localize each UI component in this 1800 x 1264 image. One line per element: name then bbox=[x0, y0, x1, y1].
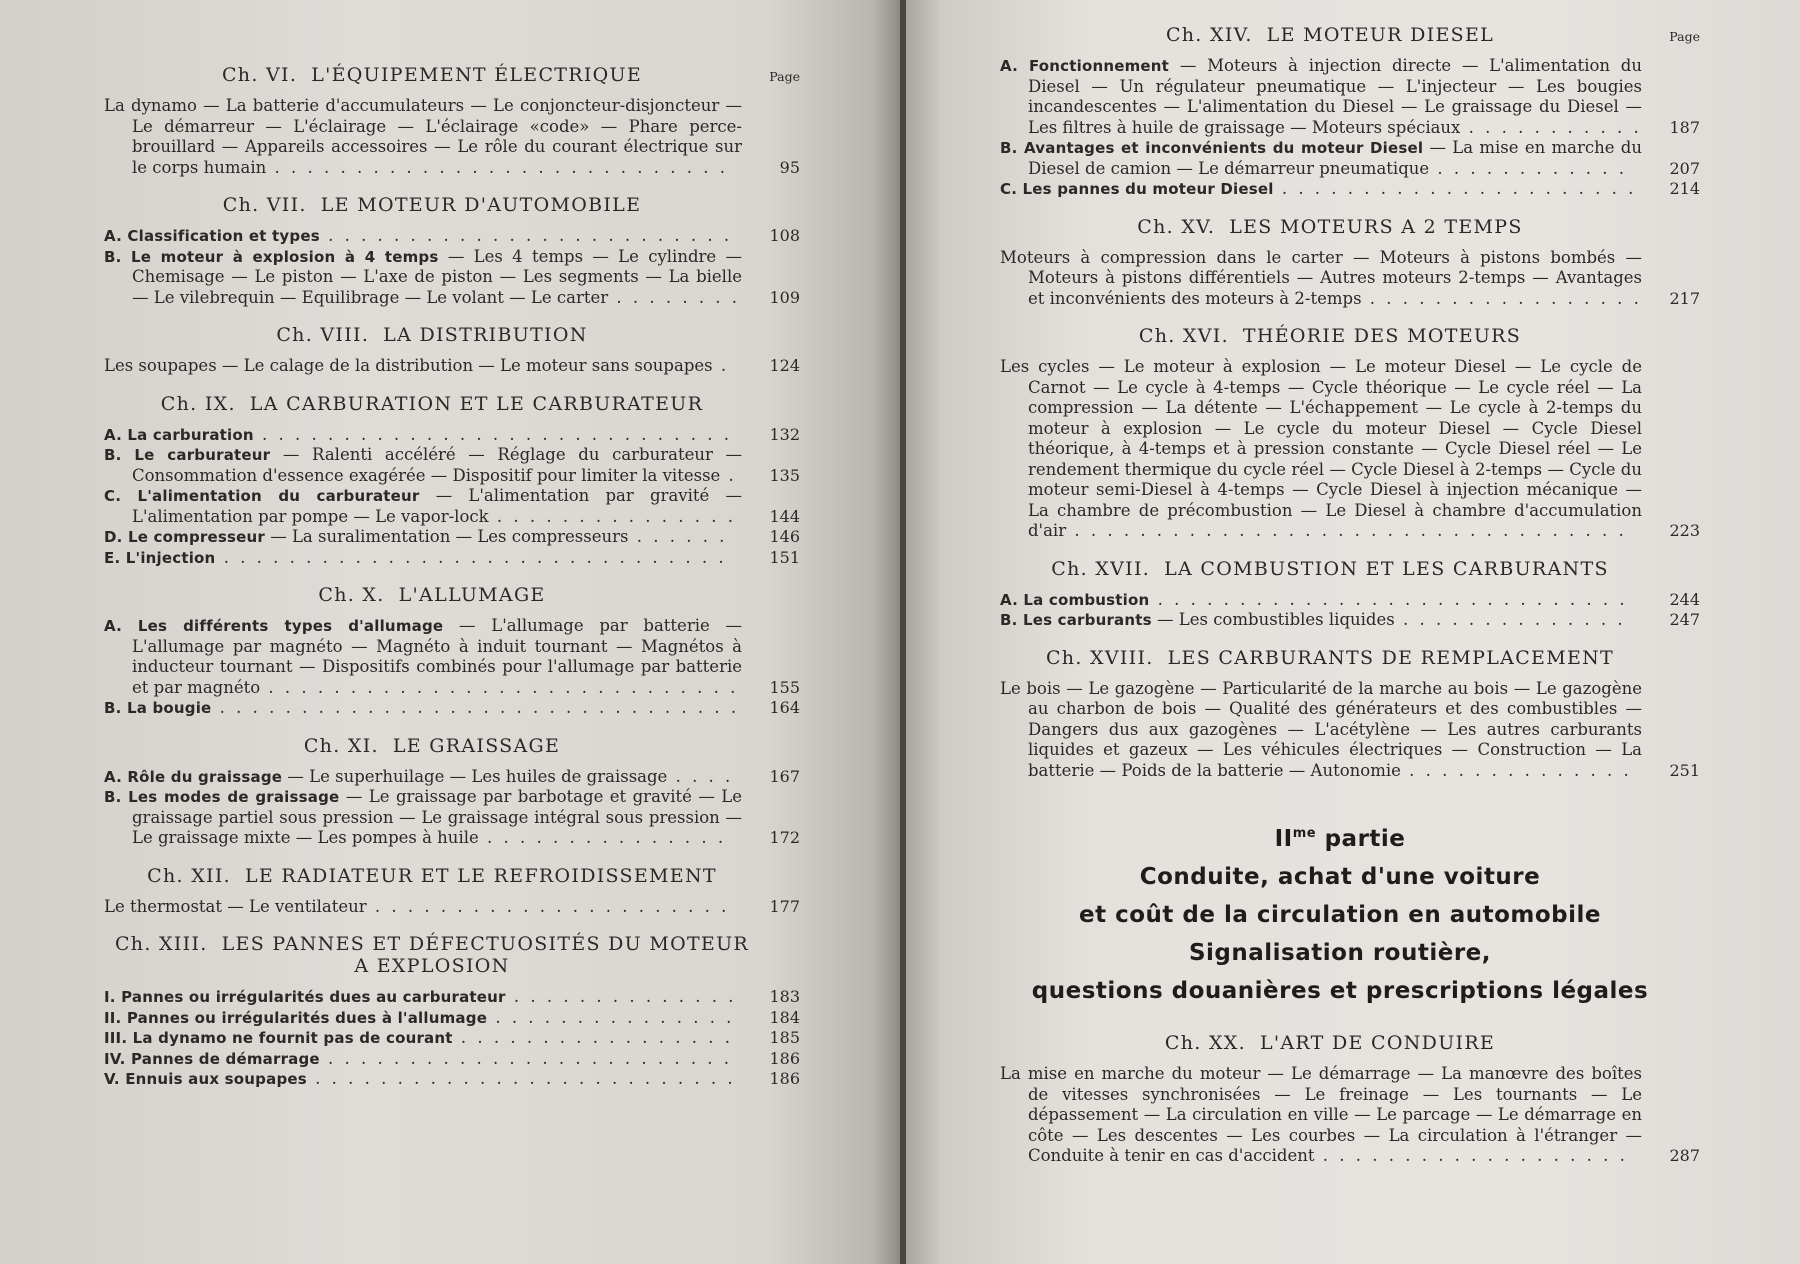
entry-text bbox=[104, 1069, 742, 1090]
part-line: Signalisation routière, bbox=[1188, 940, 1492, 966]
toc-chapter bbox=[104, 324, 800, 377]
entry-text bbox=[104, 787, 742, 849]
chapter-heading bbox=[1000, 1032, 1700, 1054]
entry-description: — L'allumage par batterie — L'allumage par magnéto — Magnéto à induit tournant — Magnétos à inducteur tournant — Dispositifs combinés pour l'allumage par batterie et par magnéto bbox=[132, 616, 742, 697]
chapter-title: L'ÉQUIPEMENT ÉLECTRIQUE bbox=[311, 64, 643, 86]
part-line: Conduite, achat d'une voiture bbox=[1139, 864, 1541, 890]
entry-lead: C. Les pannes du moteur Diesel bbox=[1000, 180, 1274, 198]
toc-entry[interactable] bbox=[1000, 357, 1700, 542]
entry-lead: A. Classification et types bbox=[104, 227, 320, 245]
toc-entry[interactable] bbox=[104, 548, 800, 569]
entry-description: — Moteurs à injection directe — L'alimentation du Diesel — Un régulateur pneumatique — L'injecteur — Les bougies incandescentes — L'alimentation du Diesel — Le graissage du Diesel — Les filtres à huile de graissage — Moteurs spéciaux bbox=[1028, 56, 1642, 137]
entry-description: La dynamo — La batterie d'accumulateurs — Le conjoncteur-disjoncteur — Le démarreur — L'éclairage — L'éclairage «code» — Phare perce-brouillard — Appareils accessoires — Le rôle du courant électrique sur le corps humain bbox=[104, 96, 742, 177]
entry-page-number: 167 bbox=[769, 766, 800, 786]
entry-text bbox=[1000, 56, 1642, 138]
chapter-title: L'ALLUMAGE bbox=[398, 584, 546, 606]
entry-page-number: 251 bbox=[1669, 760, 1700, 780]
entry-page-number: 95 bbox=[779, 157, 800, 177]
entry-text bbox=[104, 897, 742, 918]
entry-text bbox=[104, 698, 742, 719]
entry-text bbox=[1000, 590, 1642, 611]
chapter-number: Ch. XIV. bbox=[1165, 24, 1253, 46]
entry-text bbox=[104, 548, 742, 569]
entry-description: Moteurs à compression dans le carter — Moteurs à pistons bombés — Moteurs à pistons différentiels — Autres moteurs 2-temps — Avantages et inconvénients des moteurs à 2-temps bbox=[1000, 247, 1642, 308]
chapter-title: THÉORIE DES MOTEURS bbox=[1242, 325, 1522, 347]
toc-chapter bbox=[104, 735, 800, 849]
entry-page-number: 151 bbox=[769, 547, 800, 567]
chapter-heading bbox=[1000, 24, 1700, 46]
toc-entry[interactable] bbox=[104, 445, 800, 486]
entry-lead: B. La bougie bbox=[104, 699, 212, 717]
toc-entry[interactable] bbox=[104, 698, 800, 719]
toc-entry[interactable] bbox=[104, 356, 800, 377]
chapter-number: Ch. XX. bbox=[1164, 1032, 1246, 1054]
toc-chapter bbox=[1000, 1032, 1700, 1167]
chapter-heading bbox=[104, 64, 800, 86]
entry-page-number: 164 bbox=[769, 698, 800, 717]
toc-entry[interactable] bbox=[1000, 679, 1700, 782]
chapter-heading bbox=[1000, 558, 1700, 580]
chapter-heading bbox=[1000, 325, 1700, 347]
leader-dots: . . . . . . . . . . . . . . . bbox=[487, 1007, 735, 1027]
entry-lead: B. Les carburants bbox=[1000, 611, 1152, 629]
entry-text bbox=[1000, 357, 1642, 542]
entry-page-number: 217 bbox=[1669, 288, 1700, 308]
chapter-heading bbox=[104, 584, 800, 606]
right-page bbox=[906, 0, 1800, 1264]
entry-text bbox=[104, 425, 742, 446]
chapter-number: Ch. VI. bbox=[221, 64, 298, 86]
entry-lead: D. Le compresseur bbox=[104, 528, 265, 546]
page-column-label: Page bbox=[1669, 29, 1700, 44]
leader-dots: . . . . . . . . . . . bbox=[1460, 117, 1642, 137]
entry-description: — Le superhuilage — Les huiles de graissage bbox=[282, 766, 668, 786]
entry-lead: V. Ennuis aux soupapes bbox=[104, 1070, 307, 1088]
chapter-title: LES MOTEURS A 2 TEMPS bbox=[1229, 215, 1523, 238]
chapter-number: Ch. XVIII. bbox=[1045, 646, 1154, 669]
entry-description: — Les 4 temps — Le cylindre — Chemisage — Le piston — L'axe de piston — Les segments — La bielle — Le vilebrequin — Equilibrage — Le volant — Le carter bbox=[132, 246, 742, 307]
entry-lead: A. Les différents types d'allumage bbox=[104, 617, 444, 635]
entry-page-number: 244 bbox=[1669, 589, 1700, 609]
leader-dots: . . . . . . . . . . . . . . . . . . . . . . . . . bbox=[319, 1048, 733, 1068]
left-chapter-list bbox=[104, 64, 800, 1090]
toc-chapter bbox=[104, 933, 800, 1090]
toc-entry[interactable] bbox=[104, 897, 800, 918]
entry-description: Les cycles — Le moteur à explosion — Le moteur Diesel — Le cycle de Carnot — Le cycle à 4-temps — Cycle théorique — Le cycle réel — La compression — La détente — L'échappement — Le cycle à 2-temps du moteur à explosion — Le cycle du moteur Diesel — Cycle Diesel théorique, à 4-temps et à pression constante — Cycle Diesel réel — Le rendement thermique du cycle réel — Cycle Diesel à 2-temps — Cycle du moteur semi-Diesel à 4-temps — Cycle Diesel à injection mécanique — La chambre de précombustion — Le Diesel à chambre d'accumulation d'air bbox=[1000, 357, 1642, 540]
leader-dots: . . . . . . . . . . . . . . bbox=[505, 987, 737, 1006]
entry-page-number: 108 bbox=[769, 226, 800, 245]
part-word: partie bbox=[1324, 826, 1406, 852]
chapter-heading bbox=[1000, 216, 1700, 238]
toc-chapter bbox=[104, 584, 800, 719]
chapter-number: Ch. XI. bbox=[303, 734, 379, 757]
part-title bbox=[980, 815, 1700, 858]
entry-lead: I. Pannes ou irrégularités dues au carburateur bbox=[104, 988, 506, 1006]
entry-text bbox=[1000, 179, 1642, 200]
toc-chapter bbox=[1000, 24, 1700, 200]
toc-entry[interactable] bbox=[1000, 56, 1700, 138]
toc-entry[interactable] bbox=[104, 787, 800, 849]
part-line: questions douanières et prescriptions légales bbox=[1031, 978, 1649, 1004]
leader-dots: . . . . . . . . . . . . . . . . . . . . . . . . . . . . . . . . . . bbox=[1066, 521, 1627, 540]
entry-page-number: 184 bbox=[769, 1007, 800, 1027]
toc-chapter bbox=[104, 393, 800, 569]
leader-dots: . . . . . . . . . . . . . . bbox=[1400, 760, 1632, 780]
chapter-heading bbox=[104, 933, 800, 977]
entry-lead: B. Les modes de graissage bbox=[104, 788, 340, 806]
part-line: et coût de la circulation en automobile bbox=[1079, 902, 1601, 928]
chapter-title: LE MOTEUR D'AUTOMOBILE bbox=[320, 194, 642, 216]
chapter-title: LE RADIATEUR ET LE REFROIDISSEMENT bbox=[244, 864, 717, 887]
entry-text bbox=[1000, 1064, 1642, 1167]
toc-entry[interactable] bbox=[1000, 138, 1700, 179]
leader-dots: . . . . . . . . . . . . . . . . . . . . . . . . . bbox=[319, 226, 733, 245]
entry-page-number: 183 bbox=[769, 987, 800, 1006]
entry-description: — Le graissage par barbotage et gravité — Le graissage partiel sous pression — Le graissage intégral sous pression — Le graissage mixte — Les pompes à huile bbox=[132, 787, 742, 847]
entry-page-number: 109 bbox=[769, 287, 800, 307]
toc-entry[interactable] bbox=[104, 226, 800, 247]
leader-dots: . . . . . . . . . . . . bbox=[1429, 158, 1628, 178]
leader-dots: . . . . . . bbox=[628, 527, 728, 546]
entry-page-number: 186 bbox=[769, 1069, 800, 1088]
toc-entry[interactable] bbox=[104, 527, 800, 548]
entry-page-number: 135 bbox=[769, 465, 800, 485]
entry-text bbox=[104, 96, 742, 178]
chapter-heading bbox=[104, 194, 800, 216]
leader-dots: . . . . . . . . . . . . . . . . . bbox=[452, 1028, 733, 1047]
entry-text bbox=[104, 767, 742, 788]
entry-page-number: 247 bbox=[1669, 610, 1700, 629]
entry-page-number: 146 bbox=[769, 527, 800, 546]
entry-text bbox=[104, 1049, 742, 1070]
leader-dots: . . . . . . . . . . . . . . . bbox=[478, 828, 727, 847]
entry-text bbox=[104, 445, 742, 486]
leader-dots: . . . . . . . . . . . . . . . . . . . . . . . . . . . . . bbox=[260, 677, 739, 697]
toc-entry[interactable] bbox=[104, 1069, 800, 1090]
leader-dots: . . . . . . . . . . . . . . . . . . . . . . bbox=[366, 896, 730, 916]
entry-lead: A. La carburation bbox=[104, 425, 254, 444]
entry-page-number: 207 bbox=[1669, 158, 1700, 178]
entry-text bbox=[104, 356, 742, 377]
toc-chapter bbox=[1000, 325, 1700, 542]
toc-entry[interactable] bbox=[1000, 610, 1700, 631]
entry-page-number: 186 bbox=[769, 1048, 800, 1068]
chapter-title: LA DISTRIBUTION bbox=[383, 324, 588, 346]
leader-dots: . . . . . . . . bbox=[608, 287, 741, 307]
leader-dots: . . . . . . . . . . . . . . bbox=[1394, 610, 1626, 629]
entry-page-number: 185 bbox=[769, 1028, 800, 1047]
right-chapter-list-after bbox=[1000, 1032, 1700, 1167]
chapter-number: Ch. XII. bbox=[147, 864, 231, 887]
entry-description: La mise en marche du moteur — Le démarrage — La manœvre des boîtes de vitesses synchronisées — Le freinage — Les tournants — Le dépassement — La circulation en ville — Le parcage — Le démarrage en côte — Les descentes — Les courbes — La circulation à l'étranger — Conduite à tenir en cas d'accident bbox=[1000, 1064, 1642, 1165]
entry-text bbox=[104, 1028, 742, 1049]
toc-entry[interactable] bbox=[1000, 590, 1700, 611]
entry-text bbox=[1000, 138, 1642, 179]
toc-chapter bbox=[1000, 216, 1700, 310]
toc-chapter bbox=[104, 194, 800, 308]
entry-description: — L'alimentation par gravité — L'alimentation par pompe — Le vapor-lock bbox=[132, 486, 742, 526]
toc-chapter bbox=[1000, 558, 1700, 631]
entry-lead: A. Rôle du graissage bbox=[104, 767, 283, 786]
entry-lead: IV. Pannes de démarrage bbox=[104, 1049, 320, 1068]
chapter-number: Ch. XVI. bbox=[1138, 325, 1229, 347]
chapter-title: LE GRAISSAGE bbox=[392, 734, 561, 757]
toc-entry[interactable] bbox=[104, 1028, 800, 1049]
toc-chapter bbox=[104, 865, 800, 918]
leader-dots: . . . . . . . . . . . . . . . . . . . . . . bbox=[1273, 179, 1637, 198]
entry-text bbox=[104, 527, 742, 548]
chapter-number: Ch. XVII. bbox=[1051, 557, 1151, 580]
entry-description: — La suralimentation — Les compresseurs bbox=[264, 527, 629, 546]
entry-description: Le thermostat — Le ventilateur bbox=[104, 896, 367, 916]
entry-text bbox=[104, 247, 742, 309]
part-num: II bbox=[1274, 826, 1293, 852]
chapter-heading bbox=[104, 865, 800, 887]
entry-lead: C. L'alimentation du carburateur bbox=[104, 487, 420, 505]
toc-entry[interactable] bbox=[104, 425, 800, 446]
toc-entry[interactable] bbox=[1000, 179, 1700, 200]
entry-text bbox=[104, 486, 742, 527]
entry-text bbox=[104, 987, 742, 1008]
toc-chapter bbox=[104, 64, 800, 178]
chapter-title: LA COMBUSTION ET LES CARBURANTS bbox=[1164, 557, 1609, 580]
entry-description: — La mise en marche du Diesel de camion — Le démarreur pneumatique bbox=[1028, 138, 1642, 178]
toc-entry[interactable] bbox=[104, 987, 800, 1008]
toc-entry[interactable] bbox=[104, 96, 800, 178]
right-chapter-list bbox=[1000, 24, 1700, 781]
leader-dots: . . . . . . . . . . . . . . . . . . . . . . . . . . . . . . . . bbox=[211, 698, 740, 717]
leader-dots: . bbox=[720, 465, 737, 485]
entry-text bbox=[1000, 679, 1642, 782]
entry-description: Le bois — Le gazogène — Particularité de la marche au bois — Le gazogène au charbon de bois — Qualité des générateurs et des combustibles — Dangers dus aux gazogènes — L'acétylène — Les autres carburants liquides et gazeux — Les véhicules électriques — Construction — La batterie — Poids de la batterie — Autonomie bbox=[1000, 678, 1642, 780]
entry-page-number: 287 bbox=[1669, 1146, 1700, 1165]
toc-entry[interactable] bbox=[1000, 248, 1700, 310]
leader-dots: . . . . . . . . . . . . . . . . . . . . . . . . . . . . . bbox=[1149, 589, 1628, 609]
leader-dots: . . . . . . . . . . . . . . . . . . . . . . . . . . . . . . . bbox=[215, 547, 727, 567]
toc-chapter bbox=[1000, 647, 1700, 782]
entry-lead: II. Pannes ou irrégularités dues à l'allumage bbox=[104, 1008, 488, 1027]
leader-dots: . . . . . . . . . . . . . . . bbox=[488, 506, 736, 526]
chapter-heading bbox=[1000, 647, 1700, 669]
entry-text bbox=[1000, 610, 1642, 631]
entry-lead: B. Le carburateur bbox=[104, 446, 271, 464]
entry-description: Les soupapes — Le calage de la distribution — Le moteur sans soupapes bbox=[104, 356, 713, 375]
chapter-title: LA CARBURATION ET LE CARBURATEUR bbox=[249, 392, 704, 415]
entry-page-number: 177 bbox=[769, 896, 800, 916]
entry-text bbox=[104, 1008, 742, 1029]
entry-text bbox=[104, 226, 742, 247]
entry-text bbox=[104, 616, 742, 698]
chapter-number: Ch. VIII. bbox=[276, 324, 370, 346]
chapter-number: Ch. IX. bbox=[160, 392, 236, 415]
part-num-suffix: me bbox=[1292, 826, 1317, 841]
entry-lead: A. Fonctionnement bbox=[1000, 57, 1170, 75]
entry-page-number: 172 bbox=[769, 828, 800, 847]
leader-dots: . . . . bbox=[667, 766, 734, 786]
part-heading bbox=[980, 815, 1700, 1010]
entry-page-number: 144 bbox=[769, 506, 800, 526]
leader-dots: . . . . . . . . . . . . . . . . . . . bbox=[1314, 1146, 1628, 1165]
entry-lead: B. Le moteur à explosion à 4 temps bbox=[104, 247, 439, 266]
toc-entry[interactable] bbox=[104, 247, 800, 309]
chapter-number: Ch. XV. bbox=[1137, 215, 1216, 238]
chapter-heading bbox=[104, 393, 800, 415]
entry-text bbox=[1000, 248, 1642, 310]
toc-entry[interactable] bbox=[104, 767, 800, 788]
entry-page-number: 124 bbox=[769, 356, 800, 375]
chapter-number: Ch. XIII. bbox=[114, 933, 208, 955]
chapter-heading bbox=[104, 735, 800, 757]
leader-dots: . . . . . . . . . . . . . . . . . . . . . . . . . . . . . bbox=[253, 424, 732, 444]
entry-page-number: 223 bbox=[1669, 521, 1700, 540]
entry-lead: III. La dynamo ne fournit pas de courant bbox=[104, 1029, 453, 1047]
chapter-number: Ch. VII. bbox=[222, 194, 307, 216]
toc-entry[interactable] bbox=[104, 616, 800, 698]
entry-page-number: 187 bbox=[1669, 117, 1700, 137]
toc-entry[interactable] bbox=[1000, 1064, 1700, 1167]
entry-description: — Les combustibles liquides bbox=[1151, 610, 1395, 629]
chapter-number: Ch. X. bbox=[318, 584, 385, 606]
entry-page-number: 214 bbox=[1669, 179, 1700, 198]
entry-lead: E. L'injection bbox=[104, 548, 216, 567]
leader-dots: . . . . . . . . . . . . . . . . . . . . . . . . . . bbox=[306, 1069, 736, 1088]
chapter-title: LES PANNES ET DÉFECTUOSITÉS DU MOTEUR A EXPLOSION bbox=[221, 933, 750, 977]
entry-description: — Ralenti accéléré — Réglage du carburateur — Consommation d'essence exagérée — Dispositif pour limiter la vitesse bbox=[132, 445, 742, 485]
entry-page-number: 132 bbox=[769, 424, 800, 444]
leader-dots: . . . . . . . . . . . . . . . . . bbox=[1361, 288, 1642, 308]
chapter-title: LES CARBURANTS DE REMPLACEMENT bbox=[1167, 646, 1615, 669]
chapter-title: LE MOTEUR DIESEL bbox=[1266, 24, 1495, 46]
chapter-heading bbox=[104, 324, 800, 346]
toc-entry[interactable] bbox=[104, 1008, 800, 1029]
toc-entry[interactable] bbox=[104, 486, 800, 527]
leader-dots: . . . . . . . . . . . . . . . . . . . . . . . . . . . . bbox=[266, 157, 728, 177]
entry-lead: B. Avantages et inconvénients du moteur Diesel bbox=[1000, 139, 1424, 157]
entry-page-number: 155 bbox=[769, 677, 800, 697]
chapter-title: L'ART DE CONDUIRE bbox=[1259, 1032, 1496, 1054]
page-column-label: Page bbox=[769, 69, 800, 84]
toc-entry[interactable] bbox=[104, 1049, 800, 1070]
entry-lead: A. La combustion bbox=[1000, 590, 1150, 609]
leader-dots: . bbox=[712, 356, 730, 375]
